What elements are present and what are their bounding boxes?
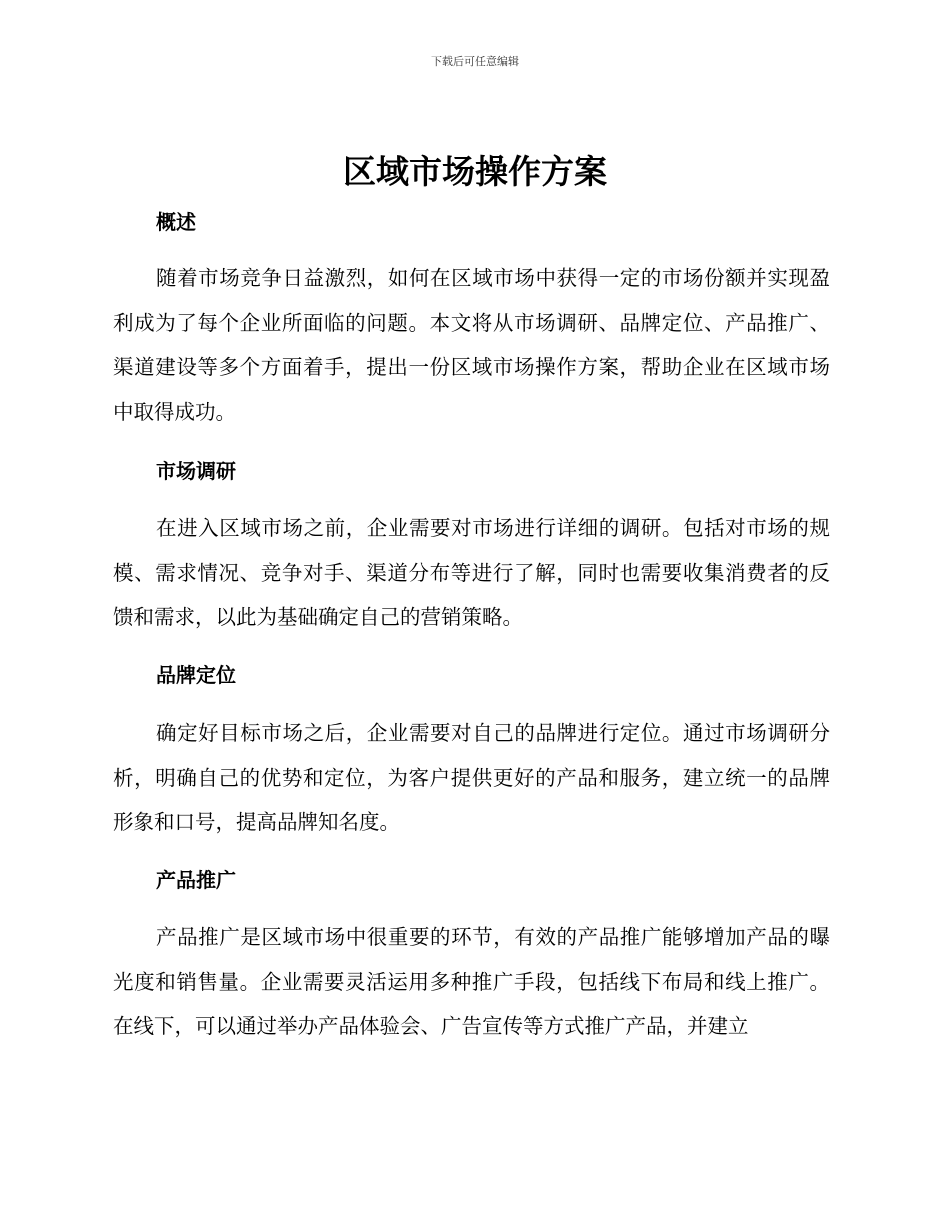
section-paragraph-market-research: 在进入区域市场之前，企业需要对市场进行详细的调研。包括对市场的规模、需求情况、竞争对手、渠道分布等进行了解，同时也需要收集消费者的反馈和需求，以此为基础确定自己的营销策略。 <box>113 516 830 629</box>
section-heading-product-promotion: 产品推广 <box>156 868 236 892</box>
document-title: 区域市场操作方案 <box>343 152 607 191</box>
section-paragraph-product-promotion: 产品推广是区域市场中很重要的环节，有效的产品推广能够增加产品的曝光度和销售量。企业需要灵活运用多种推广手段，包括线下布局和线上推广。在线下，可以通过举办产品体验会、广告宣传等方式推广产品，并建立 <box>113 925 830 1038</box>
section-heading-brand-positioning: 品牌定位 <box>156 663 236 687</box>
section-paragraph-overview: 随着市场竞争日益激烈，如何在区域市场中获得一定的市场份额并实现盈利成为了每个企业所面临的问题。本文将从市场调研、品牌定位、产品推广、渠道建设等多个方面着手，提出一份区域市场操作方案，帮助企业在区域市场中取得成功。 <box>113 266 830 424</box>
section-heading-overview: 概述 <box>156 210 196 234</box>
section-heading-market-research: 市场调研 <box>156 459 236 483</box>
section-paragraph-brand-positioning: 确定好目标市场之后，企业需要对自己的品牌进行定位。通过市场调研分析，明确自己的优势和定位，为客户提供更好的产品和服务，建立统一的品牌形象和口号，提高品牌知名度。 <box>113 721 830 834</box>
page-header-note: 下载后可任意编辑 <box>431 55 519 68</box>
